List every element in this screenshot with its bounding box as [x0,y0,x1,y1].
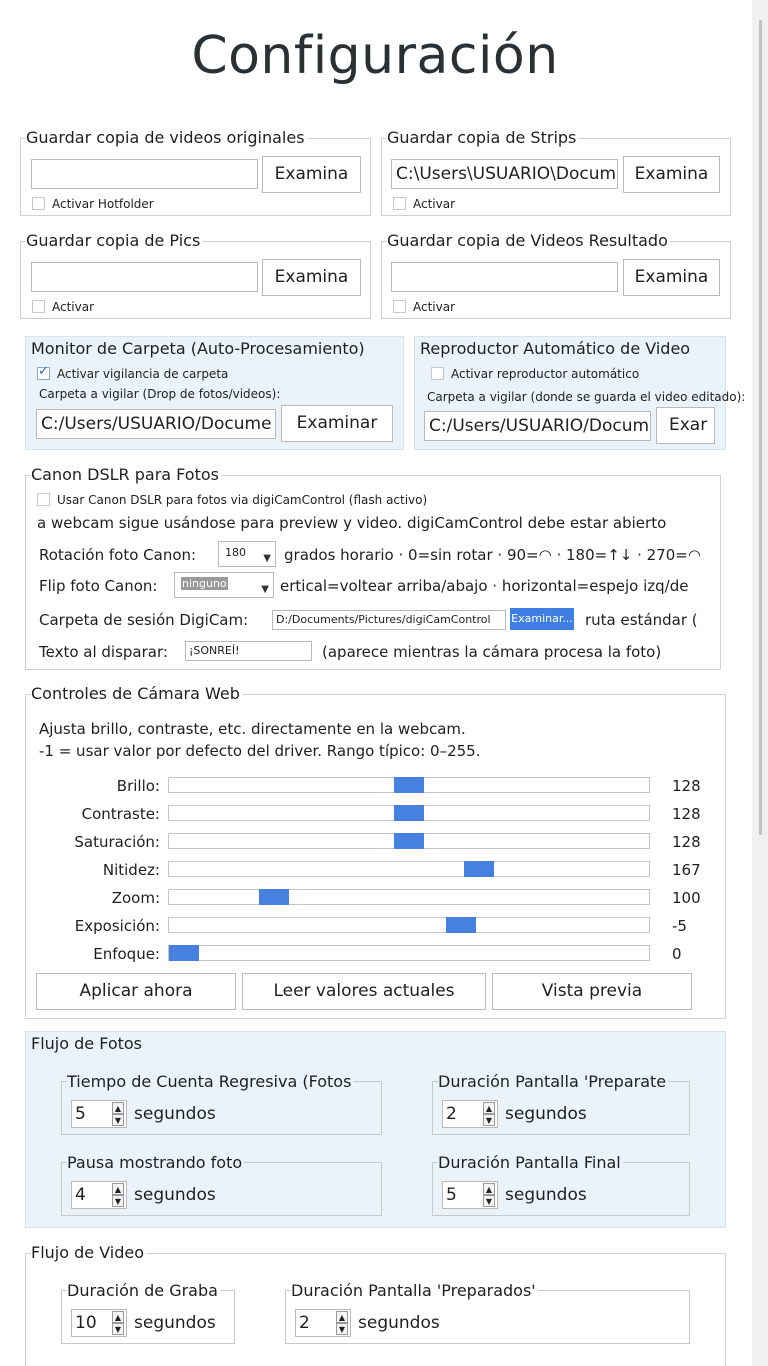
slider-value: 167 [672,861,701,879]
slider-value: 100 [672,889,701,907]
player-folder-input[interactable]: C:/Users/USUARIO/Docum [424,411,651,441]
ready-screen-value: 2 [446,1104,457,1124]
final-screen-value: 5 [446,1185,457,1205]
player-auto-label: Activar reproductor automático [451,367,640,381]
pause-value: 4 [75,1185,86,1205]
webcam-desc-line2: -1 = usar valor por defecto del driver. Rango típico: 0–255. [39,742,481,760]
pause-legend: Pausa mostrando foto [67,1153,243,1172]
pics-activate-label: Activar [52,300,95,314]
canon-flip-value: ninguno [182,577,227,590]
spin-up-icon[interactable]: ▲ [112,1311,124,1323]
originals-legend: Guardar copia de videos originales [26,128,305,147]
strips-legend: Guardar copia de Strips [387,128,577,147]
player-auto-checkbox[interactable] [431,367,444,380]
slider-track[interactable] [168,777,650,793]
spin-up-icon[interactable]: ▲ [112,1183,124,1195]
pics-path-input[interactable] [31,262,258,292]
video-ready-legend: Duración Pantalla 'Preparados' [291,1281,536,1300]
canon-shoot-hint: (aparece mientras la cámara procesa la foto) [322,643,662,661]
record-duration-unit: segundos [134,1313,216,1333]
player-browse-button[interactable]: Exar [656,407,715,444]
canon-session-browse-button[interactable]: Examinar... [510,608,574,630]
ready-screen-legend: Duración Pantalla 'Preparate [438,1072,667,1091]
slider-thumb[interactable] [464,861,494,877]
slider-track[interactable] [168,861,650,877]
canon-dslr-label: Usar Canon DSLR para fotos via digiCamControl (flash activo) [57,493,428,507]
page-title: Configuración [191,26,559,86]
monitor-browse-button[interactable]: Examinar [281,405,393,442]
results-activate-checkbox[interactable] [393,300,406,313]
originals-hotfolder-checkbox[interactable] [32,197,45,210]
pics-browse-button[interactable]: Examina [262,259,361,296]
canon-shoot-input[interactable]: ¡SONREÍ! [185,641,312,661]
photo-flow-legend: Flujo de Fotos [31,1034,143,1053]
canon-rotation-hint: grados horario · 0=sin rotar · 90=◠ · 180=↑↓ · 270=◠ [284,546,701,564]
results-activate-label: Activar [413,300,456,314]
countdown-value: 5 [75,1104,86,1124]
spin-up-icon[interactable]: ▲ [483,1183,495,1195]
slider-track[interactable] [168,917,650,933]
results-legend: Guardar copia de Videos Resultado [387,231,668,250]
slider-label: Enfoque: [93,945,160,963]
slider-value: 128 [672,777,701,795]
results-browse-button[interactable]: Examina [623,259,720,296]
strips-activate-label: Activar [413,197,456,211]
strips-path-input[interactable]: C:\Users\USUARIO\Docum [391,159,618,189]
slider-label: Contraste: [81,805,160,823]
ready-screen-stepper[interactable] [442,1100,498,1128]
slider-value: 128 [672,805,701,823]
spin-up-icon[interactable]: ▲ [483,1102,495,1114]
record-duration-value: 10 [75,1313,97,1333]
originals-path-input[interactable] [31,159,258,189]
canon-flip-hint: ertical=voltear arriba/abajo · horizontal=espejo izq/de [280,577,689,595]
canon-shoot-label: Texto al disparar: [39,643,168,661]
spin-down-icon[interactable]: ▼ [112,1195,124,1207]
strips-browse-button[interactable]: Examina [623,156,720,193]
pause-stepper[interactable] [71,1181,127,1209]
read-current-values-button[interactable]: Leer valores actuales [242,973,486,1010]
results-path-input[interactable] [391,262,618,292]
countdown-unit: segundos [134,1104,216,1124]
slider-label: Brillo: [116,777,160,795]
spin-up-icon[interactable]: ▲ [112,1102,124,1114]
record-duration-legend: Duración de Graba [67,1281,218,1300]
monitor-watch-checkbox[interactable] [37,367,50,380]
strips-activate-checkbox[interactable] [393,197,406,210]
video-ready-value: 2 [299,1313,310,1333]
slider-label: Zoom: [111,889,160,907]
slider-label: Saturación: [74,833,160,851]
record-duration-stepper[interactable] [71,1309,127,1337]
canon-session-label: Carpeta de sesión DigiCam: [39,611,249,629]
canon-flip-label: Flip foto Canon: [39,577,158,595]
slider-thumb[interactable] [394,833,424,849]
slider-thumb[interactable] [394,777,424,793]
pics-activate-checkbox[interactable] [32,300,45,313]
chevron-down-icon: ▼ [263,553,271,564]
monitor-folder-input[interactable]: C:/Users/USUARIO/Docume [36,409,276,439]
player-folder-label: Carpeta a vigilar (donde se guarda el video editado): [427,390,746,404]
slider-thumb[interactable] [169,945,199,961]
spin-down-icon[interactable]: ▼ [483,1114,495,1126]
player-legend: Reproductor Automático de Video [420,339,691,358]
slider-thumb[interactable] [259,889,289,905]
slider-track[interactable] [168,805,650,821]
video-ready-stepper[interactable] [295,1309,351,1337]
final-screen-legend: Duración Pantalla Final [438,1153,621,1172]
webcam-legend: Controles de Cámara Web [31,684,240,703]
pause-unit: segundos [134,1185,216,1205]
originals-browse-button[interactable]: Examina [262,156,361,193]
canon-session-input[interactable]: D:/Documents/Pictures/digiCamControl [272,610,506,630]
originals-hotfolder-label: Activar Hotfolder [52,197,154,211]
final-screen-unit: segundos [505,1185,587,1205]
scrollbar-thumb[interactable] [759,20,762,835]
apply-now-button[interactable]: Aplicar ahora [36,973,236,1010]
canon-legend: Canon DSLR para Fotos [31,465,219,484]
webcam-desc-line1: Ajusta brillo, contraste, etc. directamente en la webcam. [39,720,466,738]
chevron-down-icon: ▼ [261,584,269,595]
monitor-folder-label: Carpeta a vigilar (Drop de fotos/videos): [39,387,281,401]
spin-down-icon[interactable]: ▼ [336,1323,348,1335]
spin-down-icon[interactable]: ▼ [483,1195,495,1207]
preview-button[interactable]: Vista previa [492,973,692,1010]
slider-value: -5 [672,917,687,935]
slider-track[interactable] [168,945,650,961]
canon-rotation-select[interactable] [218,541,276,567]
canon-rotation-label: Rotación foto Canon: [39,546,197,564]
canon-rotation-value: 180 [225,546,246,559]
video-flow-legend: Flujo de Video [31,1243,145,1262]
ready-screen-unit: segundos [505,1104,587,1124]
video-ready-unit: segundos [358,1313,440,1333]
canon-info-text: a webcam sigue usándose para preview y video. digiCamControl debe estar abierto [37,514,667,532]
slider-label: Nitidez: [102,861,160,879]
slider-thumb[interactable] [446,917,476,933]
monitor-legend: Monitor de Carpeta (Auto-Procesamiento) [31,339,365,358]
slider-value: 128 [672,833,701,851]
slider-track[interactable] [168,833,650,849]
slider-label: Exposición: [74,917,160,935]
spin-down-icon[interactable]: ▼ [112,1323,124,1335]
spin-down-icon[interactable]: ▼ [112,1114,124,1126]
countdown-stepper[interactable] [71,1100,127,1128]
slider-value: 0 [672,945,682,963]
canon-flip-select[interactable] [174,572,274,598]
slider-thumb[interactable] [394,805,424,821]
pics-legend: Guardar copia de Pics [26,231,201,250]
final-screen-stepper[interactable] [442,1181,498,1209]
canon-dslr-checkbox[interactable] [37,493,50,506]
spin-up-icon[interactable]: ▲ [336,1311,348,1323]
monitor-watch-label: Activar vigilancia de carpeta [57,367,229,381]
slider-track[interactable] [168,889,650,905]
canon-session-hint: ruta estándar ( [585,611,698,629]
countdown-legend: Tiempo de Cuenta Regresiva (Fotos [67,1072,352,1091]
